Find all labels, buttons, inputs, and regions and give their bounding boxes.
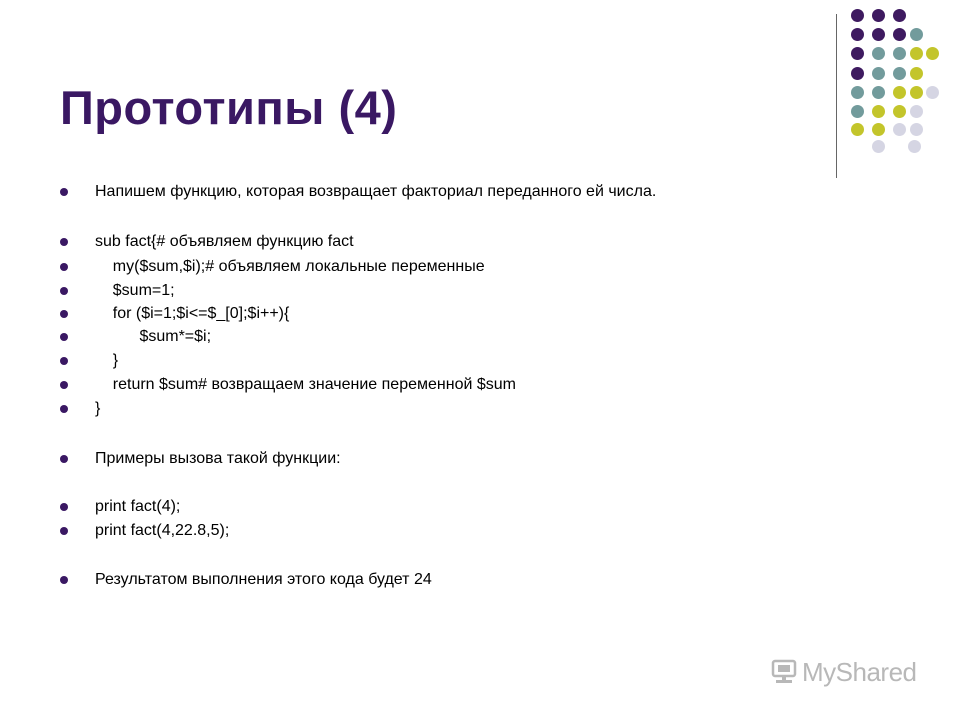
bullet-text: }: [95, 352, 119, 369]
slide-title: Прототипы (4): [60, 81, 398, 134]
bullet-text: Напишем функцию, которая возвращает факториал переданного ей числа.: [95, 183, 657, 200]
bullet-text: $sum*=$i;: [95, 328, 212, 345]
bullet-marker-icon: [60, 455, 68, 463]
bullet-marker-icon: [60, 357, 68, 365]
bullet-text: for ($i=1;$i<=$_[0];$i++){: [95, 305, 290, 322]
myshared-watermark: [770, 656, 917, 688]
bullet-marker-icon: [60, 405, 68, 413]
bullet-list: [60, 0, 920, 720]
bullet-text: $sum=1;: [95, 282, 175, 299]
bullet-text: sub fact{# объявляем функцию fact: [95, 233, 354, 250]
bullet-marker-icon: [60, 238, 68, 246]
decorative-dot: [926, 86, 939, 99]
bullet-text: Примеры вызова такой функции:: [95, 450, 341, 467]
bullet-text: Результатом выполнения этого кода будет 24: [95, 571, 432, 588]
bullet-marker-icon: [60, 333, 68, 341]
bullet-marker-icon: [60, 503, 68, 511]
bullet-text: return $sum# возвращаем значение переменной $sum: [95, 376, 516, 393]
bullet-marker-icon: [60, 527, 68, 535]
myshared-logo-icon: [770, 659, 798, 685]
bullet-marker-icon: [60, 310, 68, 318]
bullet-text: }: [95, 400, 101, 417]
bullet-marker-icon: [60, 188, 68, 196]
bullet-marker-icon: [60, 576, 68, 584]
bullet-marker-icon: [60, 381, 68, 389]
bullet-marker-icon: [60, 287, 68, 295]
bullet-text: print fact(4,22.8,5);: [95, 522, 230, 539]
decorative-dot: [926, 47, 939, 60]
bullet-text: my($sum,$i);# объявляем локальные переменные: [95, 258, 485, 275]
watermark-text: MyShared: [802, 656, 917, 687]
bullet-marker-icon: [60, 263, 68, 271]
bullet-text: print fact(4);: [95, 498, 181, 515]
